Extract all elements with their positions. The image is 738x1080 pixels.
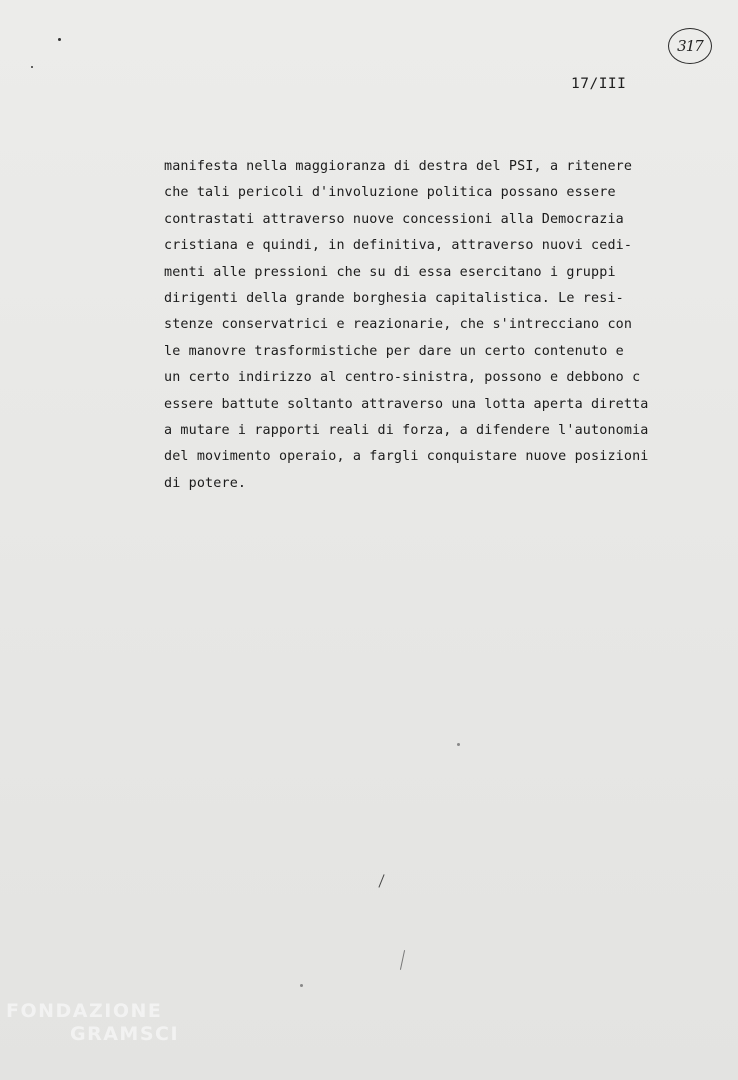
text-line: essere battute soltanto attraverso una lotta aperta diretta	[164, 396, 649, 412]
archive-watermark	[6, 1000, 179, 1046]
text-line: stenze conservatrici e reazionarie, che s'intrecciano con	[164, 317, 633, 333]
text-line: un certo indirizzo al centro-sinistra, possono e debbono c	[164, 370, 641, 386]
text-line: contrastati attraverso nuove concessioni alla Democrazia	[164, 211, 624, 227]
watermark-line-1: FONDAZIONE	[6, 1000, 163, 1022]
archive-number-stamp: 317	[668, 28, 712, 64]
text-line: cristiana e quindi, in definitiva, attraverso nuovi cedi-	[164, 238, 633, 254]
paper-speck	[31, 66, 33, 68]
pencil-mark	[378, 874, 385, 888]
text-line: del movimento operaio, a fargli conquistare nuove posizioni	[164, 449, 649, 465]
paper-speck	[457, 743, 460, 746]
pencil-mark	[400, 950, 406, 970]
paper-speck	[300, 984, 303, 987]
typewritten-body	[164, 154, 724, 497]
page-reference: 17/III	[571, 76, 627, 92]
text-line: menti alle pressioni che su di essa esercitano i gruppi	[164, 264, 616, 280]
watermark-line-2: GRAMSCI	[70, 1023, 180, 1045]
text-line: dirigenti della grande borghesia capitalistica. Le resi-	[164, 290, 624, 306]
text-line: le manovre trasformistiche per dare un certo contenuto e	[164, 343, 624, 359]
text-line: a mutare i rapporti reali di forza, a difendere l'autonomia	[164, 422, 649, 438]
text-line: che tali pericoli d'involuzione politica possano essere	[164, 185, 616, 201]
paper-speck	[58, 38, 61, 41]
text-line: di potere.	[164, 475, 247, 491]
text-line: manifesta nella maggioranza di destra del PSI, a ritenere	[164, 159, 633, 174]
